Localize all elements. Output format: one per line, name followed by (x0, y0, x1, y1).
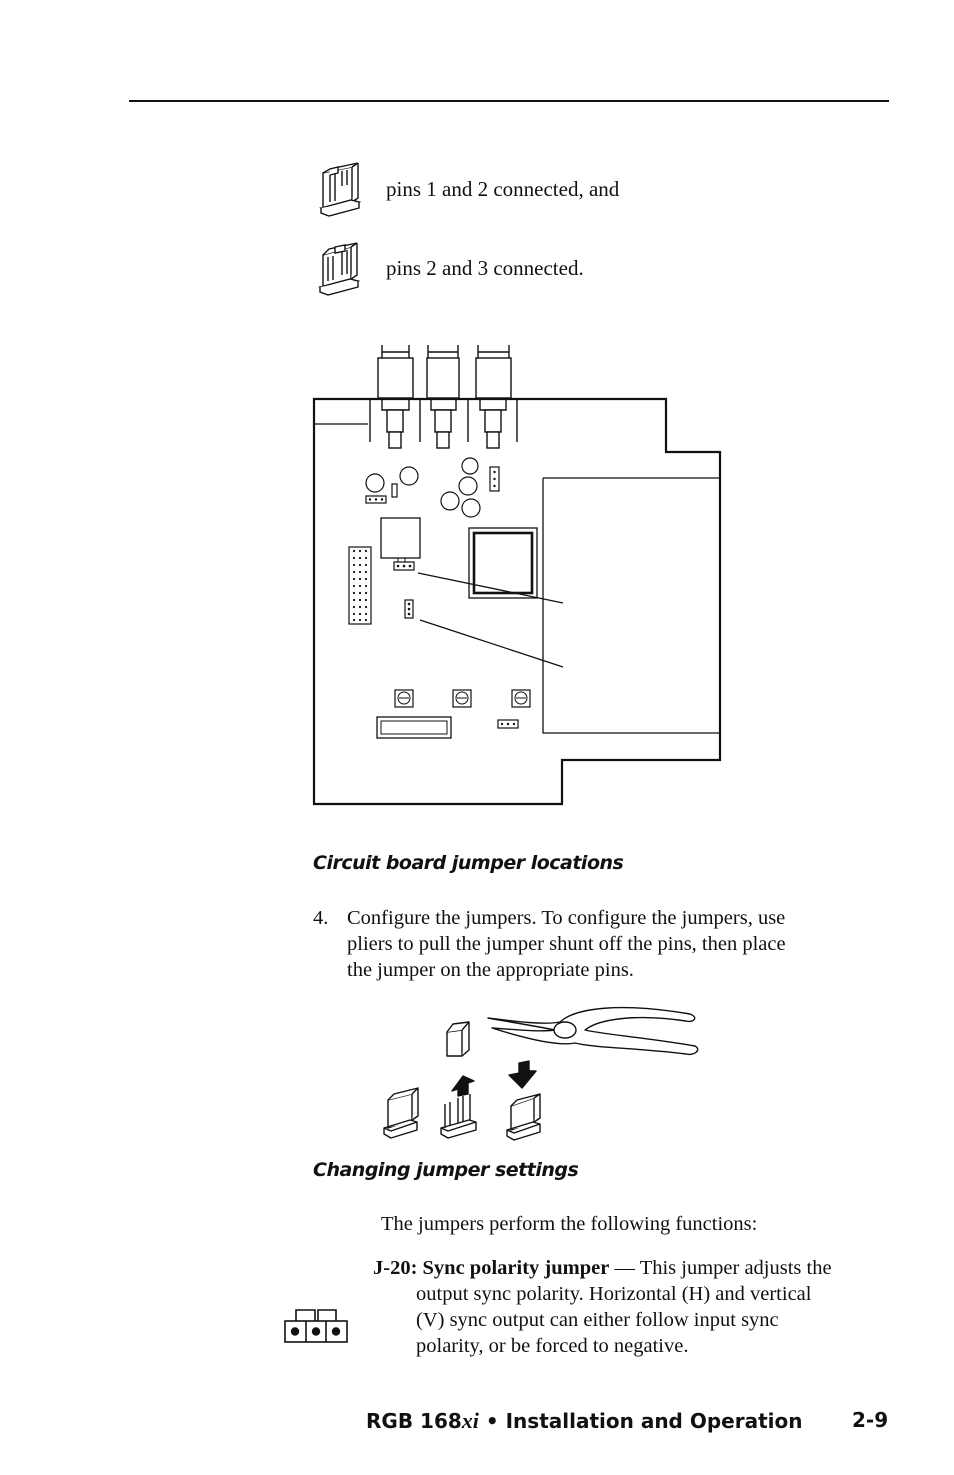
j20-jumper-icon (284, 1308, 348, 1344)
figure-caption-jumper-locations: Circuit board jumper locations (313, 852, 624, 874)
functions-intro-text: The jumpers perform the following functions: (381, 1213, 758, 1235)
j20-description: J-20: Sync polarity jumper — This jumper adjusts the output sync polarity. Horizontal (H) and vertical (V) sync output can either follow input sync polarity, or be forced to negative. (373, 1257, 832, 1357)
pliers-icon (488, 1008, 698, 1055)
header-rule (129, 100, 889, 102)
jumper-position-1-text: pins 1 and 2 connected, and (386, 177, 620, 201)
circuit-board-diagram (300, 335, 730, 815)
step-number: 4. (313, 907, 329, 929)
step-text: Configure the jumpers. To configure the jumpers, use pliers to pull the jumper shunt off the pins, then place the jumper on the appropriate pins. (347, 907, 786, 981)
figure-caption-changing-jumpers: Changing jumper settings (313, 1159, 579, 1181)
bnc-connector (427, 345, 468, 448)
bnc-connector (370, 345, 420, 448)
pliers-jumper-illustration (380, 1000, 710, 1150)
arrow-up-icon (452, 1076, 474, 1096)
footer-title: RGB 168xi • Installation and Operation (366, 1408, 803, 1433)
arrow-down-icon (509, 1061, 536, 1088)
page-number: 2-9 (852, 1408, 889, 1432)
bnc-connector (476, 345, 517, 448)
jumper-pins-1-2-icon (318, 158, 368, 216)
board-outline (314, 399, 720, 804)
jumper-pins-2-3-icon (315, 237, 365, 295)
j20-label: J-20: Sync polarity jumper (373, 1257, 610, 1279)
jumper-position-2-text: pins 2 and 3 connected. (386, 256, 584, 280)
jumper-shunt-icon (447, 1030, 462, 1056)
